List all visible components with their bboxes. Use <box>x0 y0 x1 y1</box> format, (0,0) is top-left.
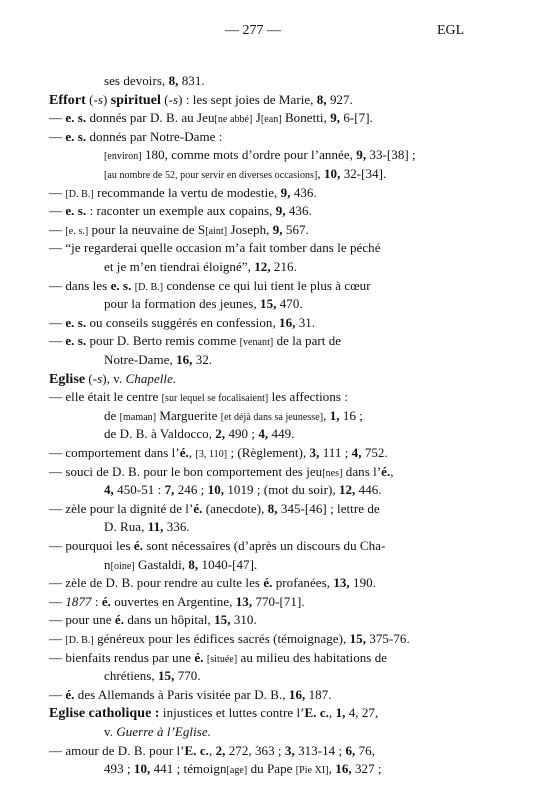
index-line: — [D. B.] généreux pour les édifices sacrés (témoignage), 15, 375-76. <box>49 631 410 646</box>
index-line: — amour de D. B. pour l’E. c., 2, 272, 363 ; 3, 313-14 ; 6, 76, <box>49 742 376 758</box>
index-line: Eglise catholique : injustices et luttes contre l’E. c., 1, 4, 27, <box>49 705 379 722</box>
index-line: — [D. B.] recommande la vertu de modestie, 9, 436. <box>49 184 317 200</box>
index-line: — [e. s.] pour la neuvaine de S[aint] Joseph, 9, 567. <box>49 221 309 237</box>
index-line: [environ] 180, comme mots d’ordre pour l’année, 9, 33-[38] ; <box>104 147 416 163</box>
index-line: 4, 450-51 : 7, 246 ; 10, 1019 ; (mot du soir), 12, 446. <box>104 482 382 498</box>
index-line: — 1877 : é. ouvertes en Argentine, 13, 770-[71]. <box>49 593 305 609</box>
index-line: Eglise (-s), v. Chapelle. <box>49 370 177 387</box>
index-line: — e. s. ou conseils suggérés en confession, 16, 31. <box>49 314 316 330</box>
index-line: — pour une é. dans un hôpital, 15, 310. <box>49 612 257 628</box>
index-line: D. Rua, 11, 336. <box>104 519 190 535</box>
index-line: — zèle pour la dignité de l’é. (anecdote), 8, 345-[46] ; lettre de <box>49 500 380 516</box>
index-line: v. Guerre à l’Eglise. <box>104 724 211 739</box>
index-line: [au nombre de 52, pour servir en diverses occasions], 10, 32-[34]. <box>104 166 387 181</box>
index-line: — comportement dans l’é., [3, 110] ; (Règlement), 3, 111 ; 4, 752. <box>49 445 388 460</box>
running-head-word: EGL <box>437 23 465 38</box>
index-line: Effort (-s) spirituel (-s) : les sept joies de Marie, 8, 927. <box>49 91 353 108</box>
index-line: 493 ; 10, 441 ; témoign[age] du Pape [Pie XI], 16, 327 ; <box>104 761 382 777</box>
index-line: — e. s. donnés par Notre-Dame : <box>49 128 223 144</box>
index-line: ses devoirs, 8, 831. <box>104 73 205 88</box>
index-line: de D. B. à Valdocco, 2, 490 ; 4, 449. <box>104 426 295 442</box>
index-line: — e. s. : raconter un exemple aux copains, 9, 436. <box>49 203 312 219</box>
index-line: — elle était le centre [sur lequel se focalisaient] les affections : <box>49 389 348 405</box>
index-line: chrétiens, 15, 770. <box>104 668 201 684</box>
index-line: — e. s. donnés par D. B. au Jeu[ne abbé] J[ean] Bonetti, 9, 6-[7]. <box>49 110 373 126</box>
running-header <box>0 23 543 43</box>
index-line: Notre-Dame, 16, 32. <box>104 352 213 367</box>
index-line: — dans les e. s. [D. B.] condense ce qui lui tient le plus à cœur <box>49 277 371 293</box>
index-line: et je m’en tiendrai éloigné”, 12, 216. <box>104 259 297 274</box>
index-line: — pourquoi les é. sont nécessaires (d’après un discours du Cha- <box>49 538 386 553</box>
page-number: — 277 — <box>225 23 281 38</box>
index-line: — souci de D. B. pour le bon comportement des jeu[nes] dans l’é., <box>49 463 394 479</box>
index-line: de [maman] Marguerite [et déjà dans sa jeunesse], 1, 16 ; <box>104 407 363 423</box>
index-line: pour la formation des jeunes, 15, 470. <box>104 296 303 312</box>
index-line: — zèle de D. B. pour rendre au culte les é. profanées, 13, 190. <box>49 575 376 591</box>
index-line: — e. s. pour D. Berto remis comme [venant] de la part de <box>49 333 342 349</box>
index-line: — “je regarderai quelle occasion m’a fait tomber dans le péché <box>49 240 381 256</box>
index-line: n[oine] Gastaldi, 8, 1040-[47]. <box>104 556 258 572</box>
index-line: — é. des Allemands à Paris visitée par D. B., 16, 187. <box>49 686 332 702</box>
index-line: — bienfaits rendus par une é. [située] au milieu des habitations de <box>49 649 388 665</box>
